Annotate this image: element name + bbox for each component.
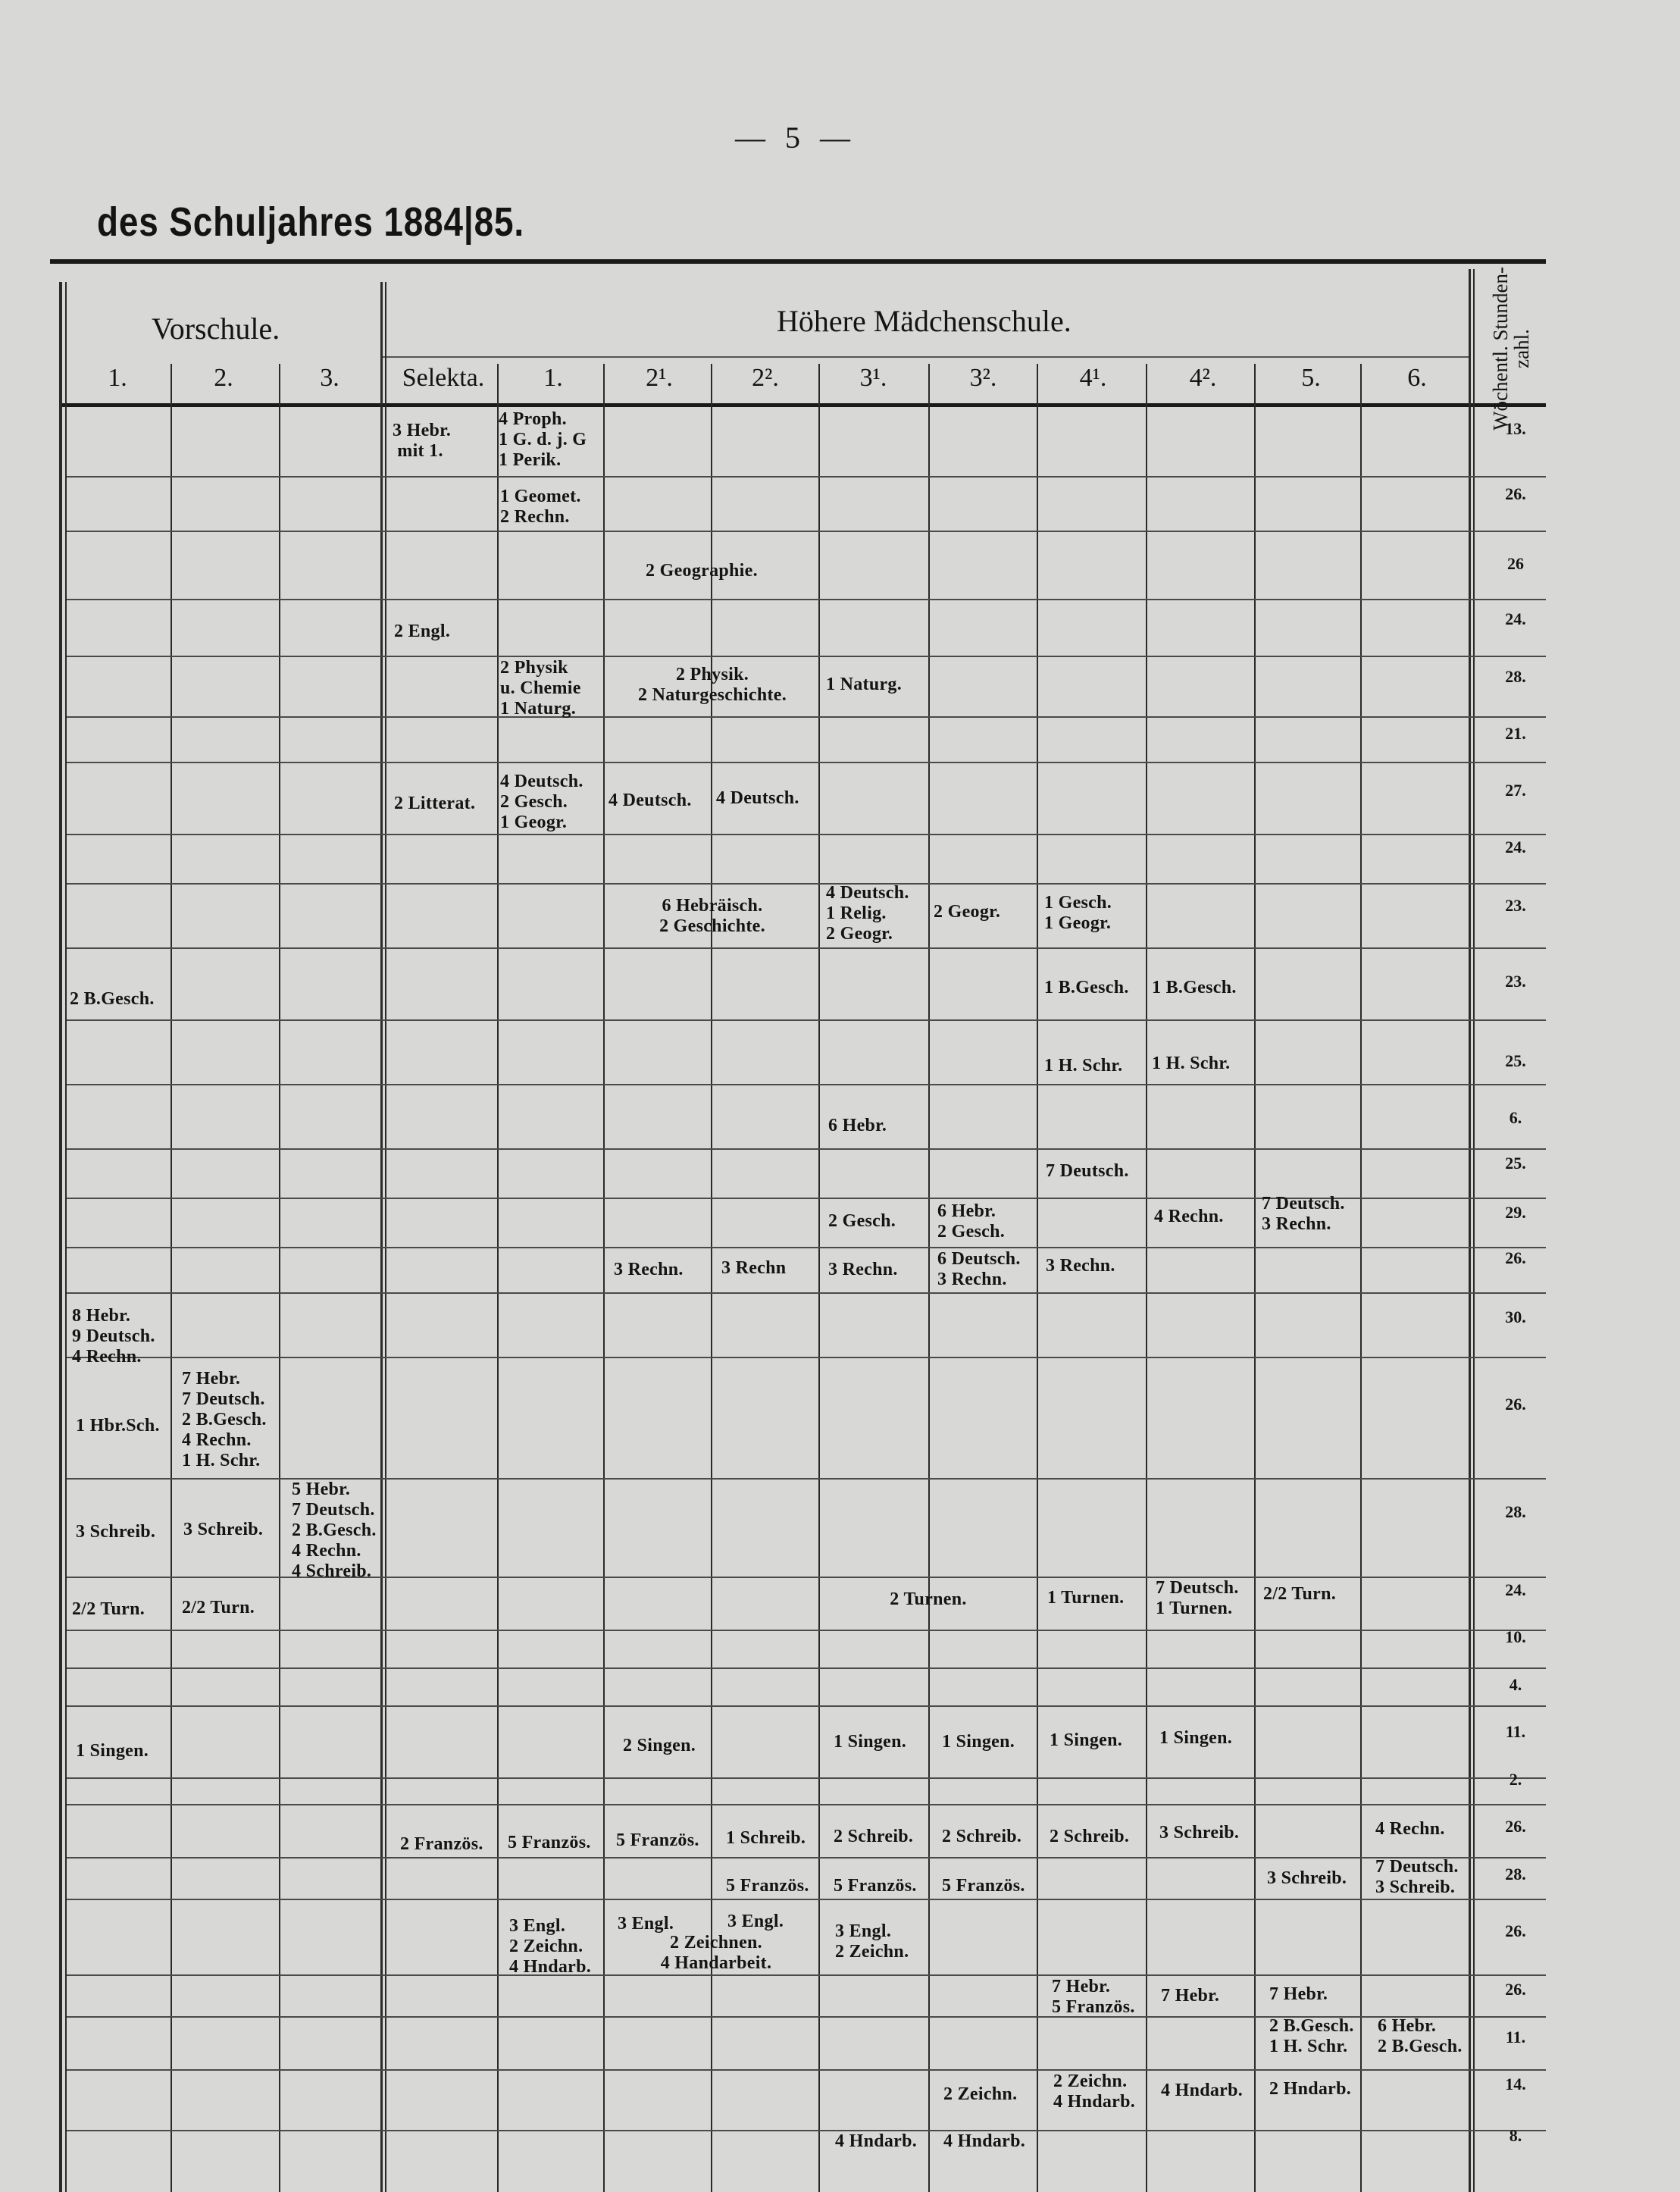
table-cell: 1 Gesch. 1 Geogr. [1044,893,1112,933]
table-cell: 7 Hebr. [1269,1984,1328,2004]
row-divider [67,947,1546,949]
weekly-total: 30. [1505,1307,1526,1326]
row-divider [67,1667,1546,1669]
page-heading: des Schuljahres 1884|85. [97,199,524,245]
table-cell: 4 Proph. 1 G. d. j. G 1 Perik. [499,409,587,470]
table-cell: 7 Deutsch. 1 Turnen. [1156,1578,1239,1618]
weekly-total: 26. [1505,1248,1526,1267]
weekly-total: 8. [1509,2126,1522,2145]
table-cell: 2 Zeichn. [943,2084,1018,2104]
weekly-total: 24. [1505,838,1526,856]
column-divider [385,282,386,2192]
table-cell: 2 Litterat. [394,794,476,813]
row-divider [67,1630,1546,1631]
table-cell: 3 Rechn [721,1258,787,1278]
row-divider [67,1247,1546,1248]
table-cell: 7 Hebr. 7 Deutsch. 2 B.Gesch. 4 Rechn. 1 H. Schr. [182,1369,267,1470]
weekly-total: 28. [1505,667,1526,686]
column-divider [1469,269,1471,2192]
weekly-total: 24. [1505,1580,1526,1599]
table-cell: 6 Hebräisch. 2 Geschichte. [659,896,765,936]
col-header-h32: 3². [969,364,997,392]
table-cell: 2 B.Gesch. 1 H. Schr. [1269,2016,1354,2056]
table-cell: 7 Deutsch. 3 Schreib. [1375,1857,1459,1897]
top-rule [50,259,1546,264]
table-cell: 4 Deutsch. 1 Relig. 2 Geogr. [826,883,909,944]
row-divider [67,1357,1546,1358]
weekly-total: 26. [1505,1921,1526,1940]
row-divider [67,599,1546,600]
weekly-total: 25. [1505,1154,1526,1173]
weekly-total: 23. [1505,896,1526,915]
row-divider [67,1478,1546,1480]
column-divider [603,364,605,2192]
table-cell: 1 B.Gesch. [1044,978,1129,997]
table-cell: 3 Schreib. [76,1522,156,1542]
column-divider [1254,364,1256,2192]
table-cell: 2/2 Turn. [1263,1584,1337,1604]
table-cell: 1 Turnen. [1047,1588,1125,1608]
row-divider [67,1019,1546,1021]
table-cell: 7 Deutsch. [1046,1161,1129,1181]
table-cell: 4 Rechn. [1375,1819,1445,1839]
weekly-total: 29. [1505,1203,1526,1222]
row-divider [67,1148,1546,1150]
table-cell: 3 Rechn. [828,1260,898,1279]
table-cell: 1 Hbr.Sch. [76,1416,160,1436]
table-cell: 1 Naturg. [826,675,903,694]
table-cell: 2 Physik u. Chemie 1 Naturg. [500,658,581,719]
table-cell: 7 Hebr. 5 Französ. [1052,1977,1135,2017]
weekly-total: 2. [1509,1770,1522,1789]
row-divider [67,1577,1546,1578]
table-cell: 2/2 Turn. [72,1599,145,1619]
col-header-v1: 1. [108,364,127,392]
table-cell: 1 Schreib. [726,1828,806,1848]
table-cell: 4 Hndarb. [1161,2081,1244,2100]
table-cell: 1 Geomet. 2 Rechn. [500,487,581,527]
table-cell: 2 Schreib. [834,1827,914,1846]
weekly-total: 13. [1505,419,1526,438]
group-title-vorschule: Vorschule. [152,312,280,346]
column-divider [497,364,499,2192]
row-divider [67,2069,1546,2071]
table-cell: 3 Engl. 2 Zeichn. 4 Hndarb. [509,1916,592,1977]
table-cell: 2 Singen. [623,1736,696,1755]
column-divider [928,364,930,2192]
table-cell: 4 Rechn. [1154,1207,1224,1226]
table-cell: 5 Französ. [616,1830,699,1850]
row-divider [67,762,1546,763]
column-divider [1037,364,1038,2192]
table-cell: 7 Hebr. [1161,1986,1220,2006]
table-cell: 3 Rechn. [1046,1256,1115,1276]
table-cell: 3 Schreib. [183,1520,264,1539]
table-cell: 6 Hebr. 2 Gesch. [937,1201,1006,1242]
table-cell: 1 H. Schr. [1152,1054,1231,1073]
table-cell: 4 Hndarb. [943,2131,1026,2151]
table-cell: 3 Rechn. [614,1260,684,1279]
row-divider [67,2130,1546,2131]
row-divider [67,1292,1546,1294]
column-divider [818,364,820,2192]
weekly-total: 11. [1505,1722,1526,1741]
column-divider [171,364,172,2192]
row-divider [67,883,1546,885]
table-cell: 6 Deutsch. 3 Rechn. [937,1249,1021,1289]
weekly-total: 26. [1505,1395,1526,1414]
table-cell: 2 Physik. 2 Naturgeschichte. [637,665,787,705]
table-cell: 1 Singen. [1050,1730,1123,1750]
table-cell: 1 B.Gesch. [1152,978,1237,997]
row-divider [67,656,1546,657]
header-rule [61,403,1546,407]
table-cell: 2/2 Turn. [182,1598,255,1617]
weekly-total: 4. [1509,1675,1522,1694]
table-cell: 3 Hebr. mit 1. [393,421,452,461]
table-cell: 4 Deutsch. [608,791,692,810]
col-header-v3: 3. [320,364,339,392]
weekly-total: 25. [1505,1051,1526,1070]
weekly-hours-header: Wöchentl. Stunden-zahl. [1489,267,1533,431]
table-cell: 4 Hndarb. [835,2131,918,2151]
table-cell: 7 Deutsch. 3 Rechn. [1262,1194,1345,1234]
column-divider [1146,364,1147,2192]
weekly-total: 24. [1505,609,1526,628]
table-cell: 2 Geographie. [646,561,758,581]
weekly-total: 28. [1505,1865,1526,1884]
weekly-total: 10. [1505,1627,1526,1646]
weekly-total: 26. [1505,484,1526,503]
col-header-h21: 2¹. [646,364,673,392]
col-header-h1: 1. [543,364,563,392]
table-cell: 1 Singen. [942,1732,1015,1752]
table-cell: 2 Hndarb. [1269,2079,1352,2099]
column-divider [711,364,712,2192]
page-number: — 5 — [735,121,856,155]
subheader-rule [383,356,1470,358]
weekly-total: 11. [1505,2028,1526,2046]
row-divider [67,1084,1546,1085]
table-cell: 2 Engl. [394,622,451,641]
row-divider [67,1705,1546,1707]
weekly-total: 27. [1505,781,1526,800]
column-divider [1360,364,1362,2192]
table-cell: 3 Engl. 2 Zeichn. [835,1921,909,1962]
table-cell: 2 Geogr. [934,902,1001,922]
table-cell: 3 Engl. [727,1912,784,1931]
table-cell: 1 Singen. [1159,1728,1233,1748]
table-cell: 1 Singen. [76,1741,149,1761]
col-header-h6: 6. [1407,364,1427,392]
row-divider [67,531,1546,532]
col-header-h5: 5. [1301,364,1321,392]
col-header-h42: 4². [1189,364,1217,392]
weekly-total: 21. [1505,724,1526,743]
table-cell: 2 Turnen. [890,1589,967,1609]
table-cell: 3 Schreib. [1159,1823,1240,1843]
row-divider [67,834,1546,835]
table-cell: 2 Schreib. [942,1827,1022,1846]
table-cell: 5 Französ. [508,1833,591,1852]
col-header-v2: 2. [214,364,233,392]
weekly-total: 14. [1505,2075,1526,2093]
table-cell: 3 Schreib. [1267,1868,1347,1888]
table-cell: 3 Engl. [618,1914,674,1934]
weekly-total: 6. [1509,1108,1522,1127]
weekly-total: 26 [1507,554,1524,573]
weekly-total: 28. [1505,1502,1526,1521]
table-cell: 2 Schreib. [1050,1827,1130,1846]
table-cell: 2 Zeichn. 4 Hndarb. [1053,2071,1136,2112]
col-header-selekta: Selekta. [402,364,485,392]
col-header-h22: 2². [752,364,779,392]
table-cell: 6 Hebr. [828,1116,887,1135]
table-cell: 5 Hebr. 7 Deutsch. 2 B.Gesch. 4 Rechn. 4 Schreib. [292,1480,377,1581]
column-divider [380,282,383,2192]
table-cell: 2 Französ. [400,1834,483,1854]
row-divider [67,1857,1546,1859]
table-cell: 8 Hebr. 9 Deutsch. 4 Rechn. [72,1306,155,1367]
table-cell: 1 Singen. [834,1732,907,1752]
table-cell: 5 Französ. [726,1876,809,1896]
table-left-border [59,282,62,2192]
table-cell: 5 Französ. [834,1876,917,1896]
col-header-h41: 4¹. [1079,364,1107,392]
table-cell: 2 B.Gesch. [70,989,155,1009]
row-divider [67,716,1546,718]
row-divider [67,1804,1546,1805]
table-cell: 4 Deutsch. [716,788,799,808]
row-divider [67,1777,1546,1779]
column-divider [279,364,280,2192]
table-cell: 4 Deutsch. 2 Gesch. 1 Geogr. [500,772,583,832]
table-cell: 5 Französ. [942,1876,1025,1896]
col-header-h31: 3¹. [859,364,887,392]
group-title-hoehere: Höhere Mädchenschule. [777,304,1072,338]
table-cell: 2 Gesch. [828,1211,896,1231]
table-cell: 1 H. Schr. [1044,1056,1123,1076]
row-divider [67,1974,1546,1976]
weekly-total: 23. [1505,972,1526,991]
column-divider [65,282,67,2192]
weekly-total: 26. [1505,1817,1526,1836]
table-cell: 2 Zeichnen. 4 Handarbeit. [660,1933,772,1973]
table-cell: 6 Hebr. 2 B.Gesch. [1378,2016,1463,2056]
weekly-total: 26. [1505,1980,1526,1999]
row-divider [67,476,1546,478]
row-divider [67,1899,1546,1900]
